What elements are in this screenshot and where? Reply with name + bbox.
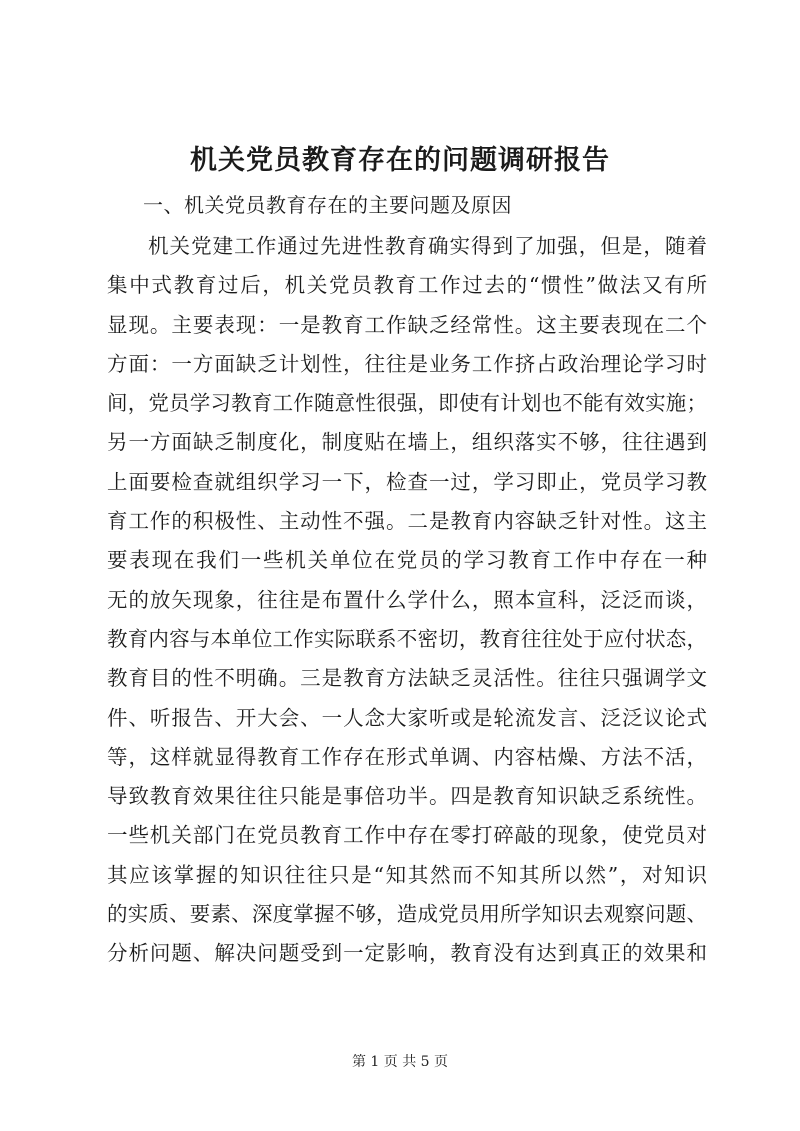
body-line: 分析问题、解决问题受到一定影响，教育没有达到真正的效果和 (107, 941, 707, 966)
body-line: 机关党建工作通过先进性教育确实得到了加强，但是，随着 (148, 234, 707, 258)
body-line: 其应该掌握的知识往往只是“知其然而不知其所以然”，对知识 (107, 862, 707, 887)
body-line: 上面要检查就组织学习一下，检查一过，学习即止，党员学习教 (107, 469, 707, 494)
body-line: 导致教育效果往往只能是事倍功半。四是教育知识缺乏系统性。 (107, 784, 707, 809)
body-line: 教育目的性不明确。三是教育方法缺乏灵活性。往往只强调学文 (107, 666, 707, 691)
page-number: 第 1 页 共 5 页 (351, 1054, 449, 1070)
body-line: 间，党员学习教育工作随意性很强，即使有计划也不能有效实施； (107, 391, 707, 416)
body-line: 一些机关部门在党员教育工作中存在零打碎敲的现象，使党员对 (107, 823, 707, 848)
body-line: 件、听报告、开大会、一人念大家听或是轮流发言、泛泛议论式 (107, 705, 707, 730)
body-line: 另一方面缺乏制度化，制度贴在墙上，组织落实不够，往往遇到 (107, 430, 707, 455)
body-line: 育工作的积极性、主动性不强。二是教育内容缺乏针对性。这主 (107, 509, 707, 534)
section-heading: 一、机关党员教育存在的主要问题及原因 (143, 193, 512, 217)
body-line: 显现。主要表现：一是教育工作缺乏经常性。这主要表现在二个 (107, 312, 707, 337)
body-line: 集中式教育过后，机关党员教育工作过去的“惯性”做法又有所 (107, 273, 707, 298)
body-line: 要表现在我们一些机关单位在党员的学习教育工作中存在一种 (107, 548, 707, 573)
body-text (107, 227, 707, 974)
body-line: 等，这样就显得教育工作存在形式单调、内容枯燥、方法不活， (107, 744, 707, 769)
body-line: 方面：一方面缺乏计划性，往往是业务工作挤占政治理论学习时 (107, 351, 707, 376)
body-line: 教育内容与本单位工作实际联系不密切，教育往往处于应付状态， (107, 626, 707, 651)
page-title: 机关党员教育存在的问题调研报告 (190, 145, 610, 176)
body-line: 无的放矢现象，往往是布置什么学什么，照本宣科，泛泛而谈， (107, 587, 707, 612)
body-line: 的实质、要素、深度掌握不够，造成党员用所学知识去观察问题、 (107, 902, 707, 927)
